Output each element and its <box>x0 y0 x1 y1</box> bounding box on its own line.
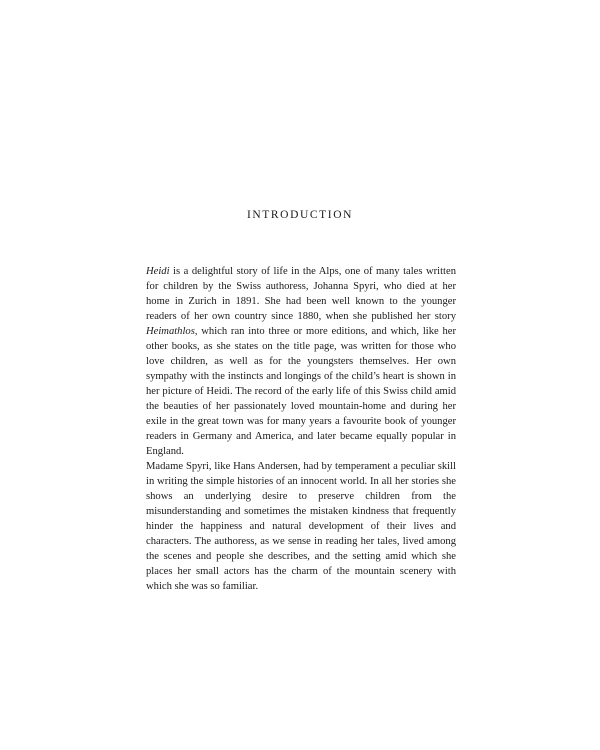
body-text <box>146 264 456 594</box>
paragraph-2 <box>146 459 456 594</box>
paragraph-2-segment-1: Madame Spyri, like Hans Andersen, had by temperament a peculiar skill in writing the simple histories of an innocent world. In all her stories she shows an underlying desire to preserve children from the misunderstanding and sometimes the mistaken kindness that frequently hinder the happiness and natural development of their lives and characters. The authoress, as we sense in reading her tales, lived among the scenes and people she describes, and the setting amid which she places her small actors has the charm of the mountain scenery with which she was so familiar. <box>146 461 456 592</box>
paragraph-1-segment-1: Heidi <box>146 266 170 277</box>
paragraph-1 <box>146 264 456 459</box>
paragraph-1-segment-3: Heimathlos <box>146 326 195 337</box>
section-heading: INTRODUCTION <box>246 209 354 221</box>
paragraph-1-segment-4: , which ran into three or more editions, and which, like her other books, as she states on the title page, was written for those who love children, as well as for the youngsters themselves. Her own sympathy with the instincts and longings of the child’s heart is shown in her picture of Heidi. The record of the early life of this Swiss child amid the beauties of her passionately loved mountain-home and during her exile in the great town was for many years a favourite book of younger readers in Germany and America, and later became equally popular in England. <box>146 326 456 457</box>
paragraph-1-segment-2: is a delightful story of life in the Alps, one of many tales written for children by the Swiss authoress, Johanna Spyri, who died at her home in Zurich in 1891. She had been well known to the younger readers of her own country since 1880, when she published her story <box>146 266 456 322</box>
